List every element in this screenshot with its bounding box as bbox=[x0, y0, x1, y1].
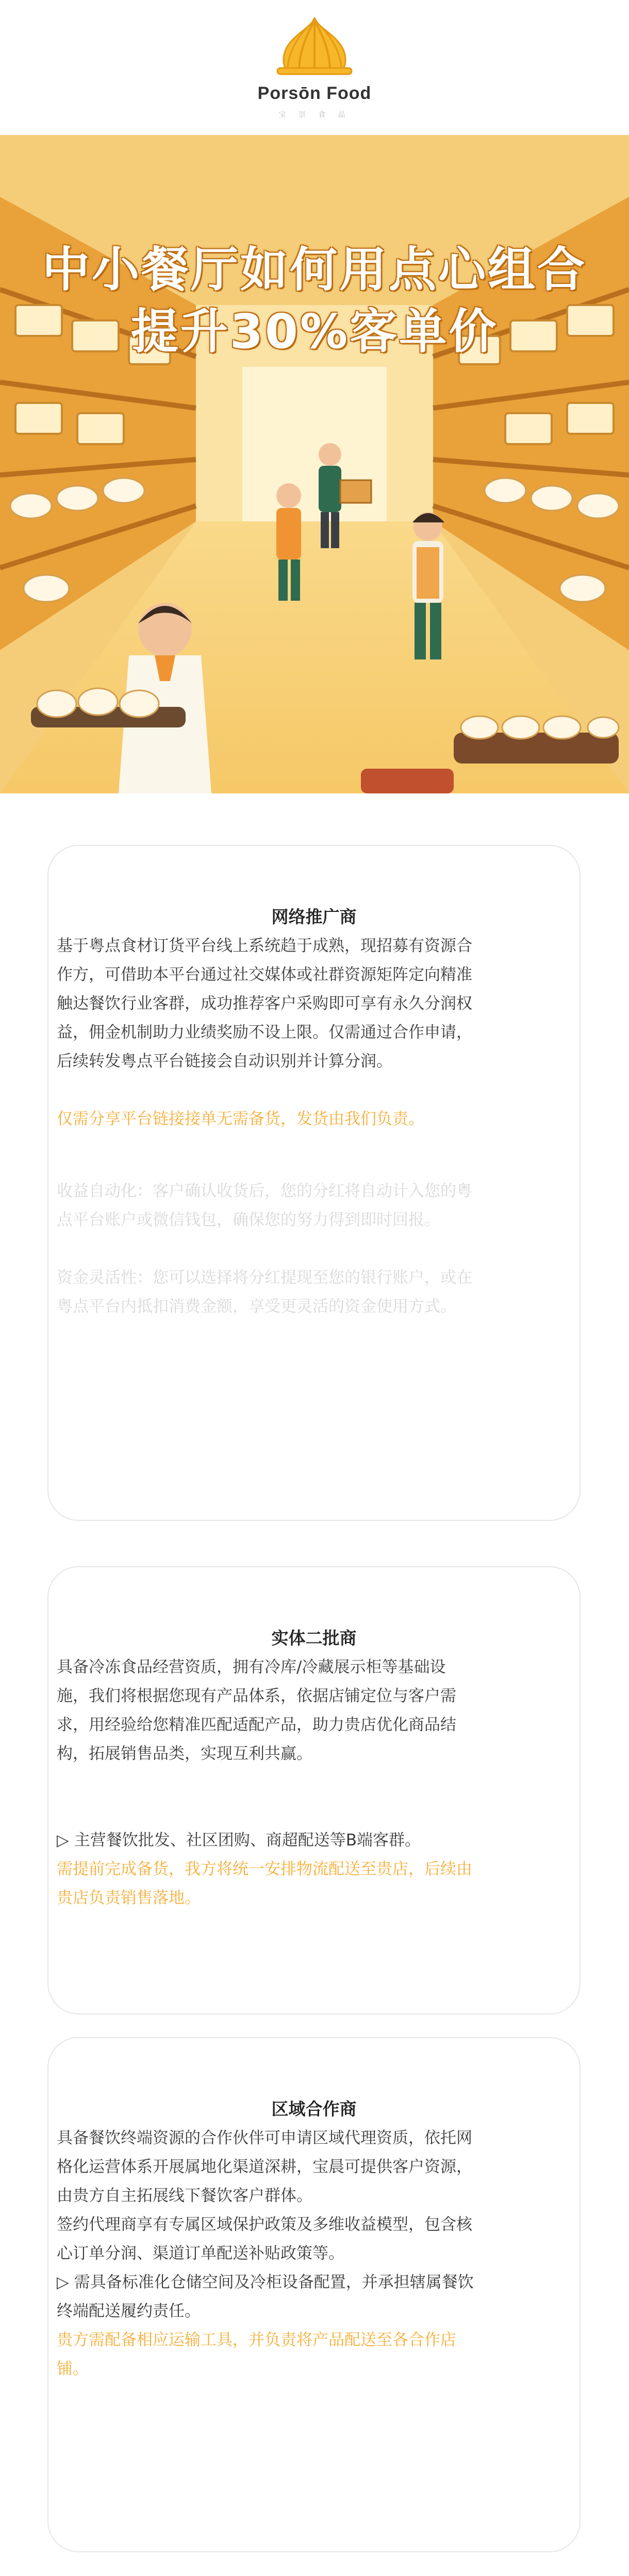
header bbox=[0, 0, 629, 135]
card3-highlight: 贵方需配备相应运输工具，并负责将产品配送至各合作店铺。 bbox=[57, 2331, 456, 2378]
card3-paragraph-2: 签约代理商享有专属区域保护政策及多维收益模型，包含核心订单分润、渠道订单配送补贴政策等。 bbox=[57, 2215, 472, 2263]
card1-paragraph-1: 基于粤点食材订货平台线上系统趋于成熟，现招募有资源合作方，可借助本平台通过社交媒体或社群资源矩阵定向精准触达餐饮行业客群，成功推荐客户采购即可享有永久分润权益，佣金机制助力业绩奖励不设上限。仅需通过合作申请，后续转发粤点平台链接会自动识别并计算分润。 bbox=[57, 937, 472, 1071]
card1-paragraph-income: 收益自动化：客户确认收货后，您的分红将自动计入您的粤点平台账户或微信钱包，确保您的努力得到即时回报。 bbox=[57, 1182, 472, 1229]
card-title: 网络推广商 bbox=[271, 907, 357, 927]
card2-paragraph-2: ▷ 主营餐饮批发、社区团购、商超配送等B端客群。 bbox=[57, 1831, 421, 1850]
card-wholesaler bbox=[47, 1566, 581, 2014]
card2-paragraph-1: 具备冷冻食品经营资质，拥有冷库/冷藏展示柜等基础设施，我们将根据您现有产品体系，依据店铺定位与客户需求，用经验给您精准匹配适配产品，助力贵店优化商品结构，拓展销售品类，实现互利共赢。 bbox=[57, 1658, 456, 1763]
card2-highlight: 需提前完成备货，我方将统一安排物流配送至贵店，后续由贵店负责销售落地。 bbox=[57, 1860, 472, 1907]
card-title: 区域合作商 bbox=[271, 2099, 357, 2119]
card3-paragraph-1: 具备餐饮终端资源的合作伙伴可申请区域代理资质，依托网格化运营体系开展属地化渠道深耕，宝晨可提供客户资源，由贵方自主拓展线下餐饮客户群体。 bbox=[57, 2129, 472, 2205]
hero-title-line2: 提升30%客单价 bbox=[130, 304, 499, 359]
card1-highlight: 仅需分享平台链接接单无需备货，发货由我们负责。 bbox=[57, 1110, 424, 1128]
hero-banner bbox=[0, 135, 629, 793]
card-title: 实体二批商 bbox=[271, 1628, 357, 1648]
card1-paragraph-funds: 资金灵活性：您可以选择将分红提现至您的银行账户，或在粤点平台内抵扣消费金额，享受更灵活的资金使用方式。 bbox=[57, 1268, 472, 1316]
steamed-bun-logo bbox=[263, 11, 366, 89]
brand-subtitle: 宝 崇 食 品 bbox=[278, 111, 351, 119]
hero-title-line1: 中小餐厅如何用点心组合 bbox=[42, 242, 587, 297]
card3-paragraph-3: ▷ 需具备标准化仓储空间及冷柜设备配置，并承担辖属餐饮终端配送履约责任。 bbox=[57, 2273, 474, 2320]
brand-name: Porsōn Food bbox=[257, 83, 372, 103]
